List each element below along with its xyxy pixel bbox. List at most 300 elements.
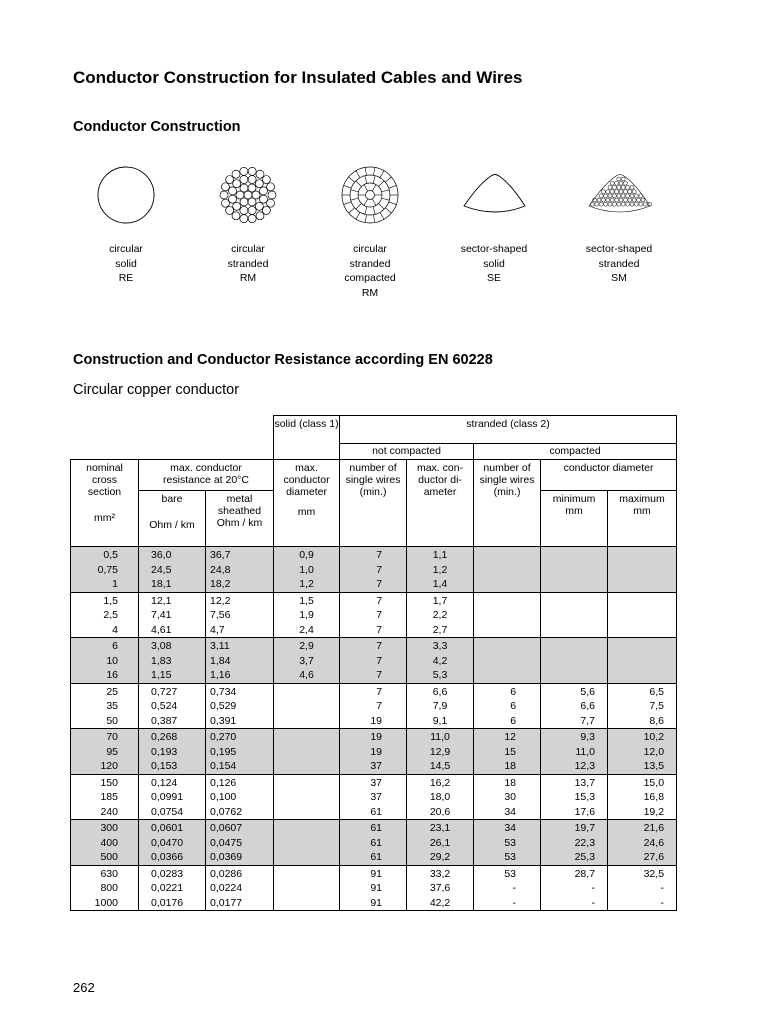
table-row xyxy=(71,699,677,714)
table-cell: 35 xyxy=(71,699,139,714)
strand-wire xyxy=(610,198,614,202)
table-cell: 10 xyxy=(71,654,139,669)
table-cell: - xyxy=(541,896,608,911)
table-cell: 0,0283 xyxy=(139,865,206,881)
table-cell: 240 xyxy=(71,805,139,820)
header-metal-sheathed: metal sheathed Ohm / km xyxy=(206,491,274,547)
table-cell: 19 xyxy=(340,714,407,729)
strand-wire xyxy=(626,202,630,206)
strand-wire xyxy=(617,185,621,189)
page-title: Conductor Construction for Insulated Cables and Wires xyxy=(73,68,523,87)
table-cell: 0,0221 xyxy=(139,881,206,896)
header-conductor-diameter: conductor diameter xyxy=(541,460,677,491)
strand-wire xyxy=(240,206,248,214)
table-cell: 24,6 xyxy=(608,836,677,851)
table-row xyxy=(71,805,677,820)
conductor-type-sector-shaped-solid xyxy=(439,160,549,284)
table-cell xyxy=(474,592,541,608)
compacted-segment-line xyxy=(365,176,367,184)
compacted-segment-line xyxy=(349,208,355,213)
table-cell: 1,15 xyxy=(139,668,206,683)
strand-wire xyxy=(601,198,605,202)
strand-wire xyxy=(617,202,621,206)
conductor-resistance-table xyxy=(70,415,677,911)
table-cell: 18 xyxy=(474,759,541,774)
table-cell: - xyxy=(608,896,677,911)
table-cell xyxy=(274,745,340,760)
table-row xyxy=(71,592,677,608)
strand-wire xyxy=(226,206,234,214)
strand-wire xyxy=(621,202,625,206)
table-cell: 7,56 xyxy=(206,608,274,623)
strand-wire xyxy=(248,198,256,206)
table-cell xyxy=(274,774,340,790)
table-cell: 7 xyxy=(340,547,407,563)
table-cell xyxy=(608,638,677,654)
table-cell: 0,0991 xyxy=(139,790,206,805)
strand-wire xyxy=(267,183,275,191)
table-cell: 0,0470 xyxy=(139,836,206,851)
header-nominal-cross-section: nominal cross section mm² xyxy=(71,460,139,547)
table-cell xyxy=(474,654,541,669)
header-max-resistance: max. conductor resistance at 20°C xyxy=(139,460,274,491)
table-cell: 0,0177 xyxy=(206,896,274,911)
strand-wire xyxy=(608,202,612,206)
table-cell xyxy=(474,608,541,623)
table-cell: 800 xyxy=(71,881,139,896)
table-cell: 1,4 xyxy=(407,577,474,592)
conductor-type-circular-stranded-compacted xyxy=(315,160,425,299)
strand-wire xyxy=(262,176,270,184)
table-row xyxy=(71,881,677,896)
table-cell: 18,0 xyxy=(407,790,474,805)
table-cell xyxy=(474,623,541,638)
compacted-segment-line xyxy=(372,185,376,191)
table-cell xyxy=(608,577,677,592)
table-cell: 1,5 xyxy=(274,592,340,608)
table-cell: 185 xyxy=(71,790,139,805)
strand-wire xyxy=(634,202,638,206)
table-cell: 1,83 xyxy=(139,654,206,669)
table-row xyxy=(71,850,677,865)
table-cell: 1 xyxy=(71,577,139,592)
table-cell: 18,2 xyxy=(206,577,274,592)
table-cell: 37 xyxy=(340,790,407,805)
table-cell: 0,0286 xyxy=(206,865,274,881)
table-cell: 6 xyxy=(71,638,139,654)
table-cell: 10,2 xyxy=(608,729,677,745)
strand-wire xyxy=(630,194,634,198)
table-cell: 500 xyxy=(71,850,139,865)
table-cell xyxy=(541,608,608,623)
strand-wire xyxy=(626,185,630,189)
table-cell: 70 xyxy=(71,729,139,745)
compacted-segment-line xyxy=(378,181,384,187)
table-cell: 37,6 xyxy=(407,881,474,896)
compacted-segment-line xyxy=(372,199,376,205)
table-cell: 0,0762 xyxy=(206,805,274,820)
table-cell: 0,0475 xyxy=(206,836,274,851)
table-cell: 0,270 xyxy=(206,729,274,745)
compacted-segment-line xyxy=(356,171,360,178)
table-row xyxy=(71,654,677,669)
strand-wire xyxy=(248,176,256,184)
table-cell: 24,8 xyxy=(206,563,274,578)
table-cell: 7 xyxy=(340,608,407,623)
table-cell: 20,6 xyxy=(407,805,474,820)
table-cell: 3,3 xyxy=(407,638,474,654)
table-cell: 1,84 xyxy=(206,654,274,669)
strand-wire xyxy=(621,185,625,189)
table-cell: 15 xyxy=(474,745,541,760)
table-cell: 150 xyxy=(71,774,139,790)
strand-wire xyxy=(590,202,594,206)
strand-wire xyxy=(248,215,256,223)
strand-wire xyxy=(643,202,647,206)
section-heading-resistance: Construction and Conductor Resistance according EN 60228 xyxy=(73,352,493,368)
compacted-segment-line xyxy=(373,207,375,215)
table-cell: 0,153 xyxy=(139,759,206,774)
header-stranded: stranded (class 2) xyxy=(340,416,677,444)
table-row xyxy=(71,547,677,563)
table-cell: 1,7 xyxy=(407,592,474,608)
sector-shaped-stranded-conductor-icon xyxy=(584,160,654,230)
table-cell: 42,2 xyxy=(407,896,474,911)
strand-wire xyxy=(259,187,267,195)
table-cell: 14,5 xyxy=(407,759,474,774)
table-cell: 7 xyxy=(340,699,407,714)
conductor-type-circular-solid xyxy=(71,160,181,284)
table-cell xyxy=(474,563,541,578)
table-cell: 61 xyxy=(340,850,407,865)
table-row xyxy=(71,638,677,654)
table-cell: 21,6 xyxy=(608,820,677,836)
strand-wire xyxy=(628,198,632,202)
strand-wire xyxy=(610,181,614,185)
table-cell: 0,126 xyxy=(206,774,274,790)
table-cell: 37 xyxy=(340,759,407,774)
header-minimum: minimum mm xyxy=(541,491,608,547)
compacted-segment-line xyxy=(356,203,362,209)
table-cell xyxy=(274,850,340,865)
strand-wire xyxy=(599,202,603,206)
strand-wire xyxy=(220,191,228,199)
table-cell xyxy=(474,547,541,563)
table-cell: 26,1 xyxy=(407,836,474,851)
table-cell: 1,9 xyxy=(274,608,340,623)
conductor-type-label: sector-shaped stranded SM xyxy=(585,243,653,284)
table-cell xyxy=(608,608,677,623)
strand-wire xyxy=(256,212,264,220)
table-cell xyxy=(541,577,608,592)
header-not-compacted: not compacted xyxy=(340,444,474,460)
table-cell: 0,0224 xyxy=(206,881,274,896)
table-cell: 28,7 xyxy=(541,865,608,881)
table-cell: 2,4 xyxy=(274,623,340,638)
table-cell: 61 xyxy=(340,820,407,836)
compacted-segment-line xyxy=(344,185,352,188)
table-cell: 7 xyxy=(340,638,407,654)
table-cell: 36,7 xyxy=(206,547,274,563)
strand-wire xyxy=(256,170,264,178)
table-cell: 3,11 xyxy=(206,638,274,654)
strand-wire xyxy=(599,194,603,198)
strand-wire xyxy=(268,191,276,199)
table-row xyxy=(71,563,677,578)
table-cell: 34 xyxy=(474,820,541,836)
table-cell xyxy=(608,592,677,608)
strand-wire xyxy=(604,202,608,206)
compacted-segment-line xyxy=(364,185,368,191)
strand-wire xyxy=(623,198,627,202)
table-cell: 30 xyxy=(474,790,541,805)
strand-wire xyxy=(615,198,619,202)
strand-wire xyxy=(608,194,612,198)
table-cell: 91 xyxy=(340,865,407,881)
strand-wire xyxy=(604,194,608,198)
strand-wire xyxy=(632,198,636,202)
strand-wire xyxy=(595,202,599,206)
table-cell: 0,154 xyxy=(206,759,274,774)
table-cell xyxy=(274,865,340,881)
table-cell: 0,0754 xyxy=(139,805,206,820)
table-cell: 23,1 xyxy=(407,820,474,836)
table-cell: 16,2 xyxy=(407,774,474,790)
table-cell xyxy=(274,714,340,729)
strand-wire xyxy=(615,181,619,185)
table-cell: 19,7 xyxy=(541,820,608,836)
table-cell: 7 xyxy=(340,563,407,578)
strand-wire xyxy=(637,198,641,202)
strand-wire xyxy=(229,187,237,195)
strand-wire xyxy=(233,202,241,210)
header-compacted: compacted xyxy=(474,444,677,460)
sector-shaped-solid-conductor-icon xyxy=(459,160,529,230)
page-number: 262 xyxy=(73,980,95,995)
strand-wire xyxy=(229,195,237,203)
table-cell: 0,9 xyxy=(274,547,340,563)
table-cell: 0,0601 xyxy=(139,820,206,836)
strand-wire xyxy=(240,167,248,175)
table-cell: 8,6 xyxy=(608,714,677,729)
table-cell: 13,5 xyxy=(608,759,677,774)
strand-wire xyxy=(226,176,234,184)
header-number-of-wires: number of single wires (min.) xyxy=(340,460,407,547)
table-cell xyxy=(541,638,608,654)
table-cell: 4,6 xyxy=(274,668,340,683)
compacted-segment-line xyxy=(389,185,397,188)
table-cell xyxy=(541,563,608,578)
table-cell: 25,3 xyxy=(541,850,608,865)
table-cell: 1,2 xyxy=(407,563,474,578)
strand-wire xyxy=(623,190,627,194)
strand-wire xyxy=(608,185,612,189)
table-cell: 0,727 xyxy=(139,683,206,699)
circular-stranded-compacted-conductor-icon xyxy=(335,160,405,230)
strand-wire xyxy=(610,190,614,194)
table-cell: 7 xyxy=(340,668,407,683)
strand-wire xyxy=(262,206,270,214)
table-cell: 33,2 xyxy=(407,865,474,881)
strand-wire xyxy=(612,194,616,198)
table-cell: 19,2 xyxy=(608,805,677,820)
table-cell: 0,524 xyxy=(139,699,206,714)
table-cell: 19 xyxy=(340,745,407,760)
conductor-type-label: circular stranded RM xyxy=(227,243,269,284)
strand-wire xyxy=(641,198,645,202)
table-row xyxy=(71,896,677,911)
table-cell: 1,1 xyxy=(407,547,474,563)
circular-solid-conductor-icon xyxy=(91,160,161,230)
table-cell: 22,3 xyxy=(541,836,608,851)
section-heading-construction: Conductor Construction xyxy=(73,119,241,135)
table-cell: 27,6 xyxy=(608,850,677,865)
table-cell xyxy=(541,592,608,608)
table-row xyxy=(71,623,677,638)
table-cell: 91 xyxy=(340,881,407,896)
table-cell: 7,41 xyxy=(139,608,206,623)
circular-stranded-conductor-icon xyxy=(213,160,283,230)
strand-wire xyxy=(617,194,621,198)
strand-wire xyxy=(634,194,638,198)
table-body xyxy=(71,547,677,911)
table-cell: 5,3 xyxy=(407,668,474,683)
table-cell xyxy=(541,547,608,563)
table-cell: 0,529 xyxy=(206,699,274,714)
header-solid: solid (class 1) xyxy=(274,416,340,460)
conductor-type-label: circular stranded compacted RM xyxy=(344,243,396,299)
table-cell: 630 xyxy=(71,865,139,881)
header-maximum: maximum mm xyxy=(608,491,677,547)
compacted-segment-line xyxy=(373,167,374,175)
header-max-conductor-diameter: max. conductor diameter mm xyxy=(274,460,340,547)
table-cell: 34 xyxy=(474,805,541,820)
table-cell: 53 xyxy=(474,865,541,881)
table-row xyxy=(71,790,677,805)
subtitle-circular-copper: Circular copper conductor xyxy=(73,382,240,398)
table-cell: 0,195 xyxy=(206,745,274,760)
table-cell: 4 xyxy=(71,623,139,638)
table-cell: 12 xyxy=(474,729,541,745)
table-cell: 6,6 xyxy=(407,683,474,699)
table-cell: 0,734 xyxy=(206,683,274,699)
strand-wire xyxy=(248,184,256,192)
table-cell: 0,75 xyxy=(71,563,139,578)
table-cell: 95 xyxy=(71,745,139,760)
strand-wire xyxy=(255,202,263,210)
table-cell: 12,9 xyxy=(407,745,474,760)
strand-wire xyxy=(617,177,621,181)
table-cell: 1,5 xyxy=(71,592,139,608)
table-cell: 9,3 xyxy=(541,729,608,745)
compacted-segment-line xyxy=(373,176,375,184)
table-cell xyxy=(274,820,340,836)
strand-wire xyxy=(619,198,623,202)
table-cell: 0,391 xyxy=(206,714,274,729)
strand-wire xyxy=(606,198,610,202)
table-cell: 7,9 xyxy=(407,699,474,714)
strand-wire xyxy=(240,184,248,192)
table-cell xyxy=(541,654,608,669)
compacted-segment-line xyxy=(365,207,367,215)
table-cell: 0,0366 xyxy=(139,850,206,865)
strand-wire xyxy=(248,167,256,175)
compacted-segment-line xyxy=(385,208,391,213)
compacted-segment-line xyxy=(364,199,368,205)
table-row xyxy=(71,759,677,774)
table-cell: 0,0176 xyxy=(139,896,206,911)
compacted-segment-line xyxy=(365,167,366,175)
table-cell: 5,6 xyxy=(541,683,608,699)
strand-wire xyxy=(639,194,643,198)
table-cell: 2,2 xyxy=(407,608,474,623)
table-cell xyxy=(541,623,608,638)
strand-wire xyxy=(606,190,610,194)
table-cell: 6 xyxy=(474,699,541,714)
table-cell xyxy=(274,759,340,774)
table-cell: 2,9 xyxy=(274,638,340,654)
table-row xyxy=(71,729,677,745)
table-cell: 0,100 xyxy=(206,790,274,805)
table-cell: 4,7 xyxy=(206,623,274,638)
table-row xyxy=(71,714,677,729)
compacted-segment-line xyxy=(380,212,384,219)
table-cell: 25 xyxy=(71,683,139,699)
compacted-segment-line xyxy=(382,198,390,200)
strand-wire xyxy=(639,202,643,206)
table-row xyxy=(71,820,677,836)
table-cell: 400 xyxy=(71,836,139,851)
header-bare: bare Ohm / km xyxy=(139,491,206,547)
table-cell: 17,6 xyxy=(541,805,608,820)
table-cell: 0,268 xyxy=(139,729,206,745)
table-cell xyxy=(274,881,340,896)
table-cell: 16 xyxy=(71,668,139,683)
strand-wire xyxy=(601,190,605,194)
table-cell: 29,2 xyxy=(407,850,474,865)
table-cell: 12,3 xyxy=(541,759,608,774)
table-cell: 16,8 xyxy=(608,790,677,805)
table-cell: 18 xyxy=(474,774,541,790)
table-row xyxy=(71,745,677,760)
strand-wire xyxy=(626,194,630,198)
table-cell xyxy=(274,896,340,911)
table-cell: 4,61 xyxy=(139,623,206,638)
strand-wire xyxy=(255,180,263,188)
strand-wire xyxy=(232,212,240,220)
table-cell xyxy=(608,547,677,563)
compacted-segment-line xyxy=(365,215,366,223)
table-cell: 7 xyxy=(340,654,407,669)
table-cell: - xyxy=(474,896,541,911)
table-cell: 12,1 xyxy=(139,592,206,608)
table-cell: 120 xyxy=(71,759,139,774)
table-cell: 1,16 xyxy=(206,668,274,683)
strand-wire xyxy=(612,185,616,189)
table-cell: 4,2 xyxy=(407,654,474,669)
table-cell: 0,124 xyxy=(139,774,206,790)
compacted-segment-line xyxy=(380,171,384,178)
table-cell xyxy=(608,563,677,578)
table-row xyxy=(71,774,677,790)
compacted-segment-line xyxy=(356,181,362,187)
table-cell xyxy=(608,654,677,669)
table-cell: - xyxy=(541,881,608,896)
table-row xyxy=(71,836,677,851)
table-row xyxy=(71,683,677,699)
table-cell xyxy=(474,668,541,683)
strand-wire xyxy=(632,190,636,194)
